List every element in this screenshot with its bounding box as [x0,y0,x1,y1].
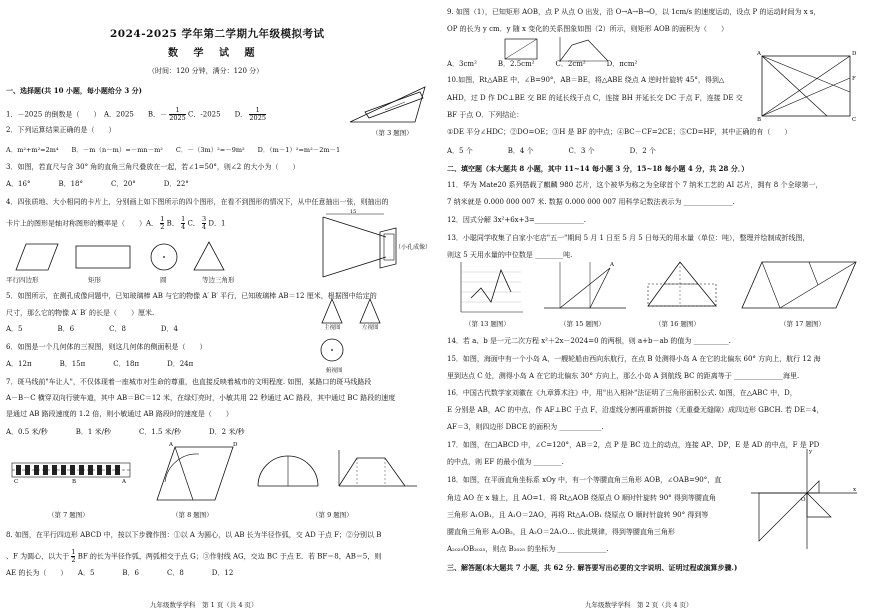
question-11-line2: 7 纳米就是 0.000 000 007 米. 数据 0.000 000 007 用科学记数法表示为 ______________. [447,198,735,206]
exam-subtitle: 数 学 试 题 [168,48,261,59]
shape-label-parallelogram: 平行四边形 [6,276,39,284]
svg-text:A: A [610,262,614,268]
figure-8-caption: （第 8 题图） [172,511,213,519]
question-9: 9. 如图（1），已知矩形 AOB，点 P 从点 O 出发，沿 O→A→B→O，以 1cm/s 的速度运动，设点 P 的运动时间为 x s， [447,8,821,16]
figure-13-caption: （第 13 题图） [465,320,510,328]
svg-text:A: A [169,442,173,448]
figure-3-ruler-triangle [345,82,430,127]
question-5-options: A．5 B．6 C．8 D．4 [6,325,178,333]
rectangle-shape [76,246,130,268]
top-view-label: 俯视图 [326,368,343,374]
svg-text:15: 15 [350,209,357,215]
question-9-options: A．3cm² B．2.5cm² C．2cm² D．πcm² [447,60,638,68]
question-7: 7．斑马线前"车让人"，不仅体现着一座城市对生命的尊重，也直接反映着城市的文明程度. 如图，某路口的斑马线路段 [6,378,372,386]
question-5: 5．如图所示，在测孔成像问题中，已知玻璃棒 AB 与它的物像 A′ B′ 平行，已知玻璃棒 AB＝12 厘米，根据图中给定的 [6,292,377,300]
figure-7-caption: （第 7 题图） [48,511,89,519]
exam-title: 2024-2025 学年第二学期九年级模拟考试 [110,28,325,40]
question-10: 10.如图，Rt△ABE 中，∠B=90°，AB＝BE，将△ABE 绕点 A 逆时针旋转 45°，得到△ [447,76,725,84]
question-14: 14．若 a、b 是一元二次方程 x²＋2x－2024=0 的两根，则 a+b－ab 的值为 __________. [447,337,731,345]
question-18-line3: 三角形 A₁OB₁，且 A₁O＝2AO，再将 Rt△A₁OB₁ 绕原点 O 顺时针旋转 90° 得到等 [447,511,709,519]
question-13: 13．小聪同学收集了自家小宅店"五一"期间 5 月 1 日至 5 月 5 日每天的用水量（单位：吨），整理并绘制成折线图， [447,234,810,242]
question-4-options: 卡片上的图形是轴对称图形的概率是（ ）A． $\frac{1}{2}$ B． $\frac{1}{4}$ C． $\frac{3}{4}$ D．1 [6,215,226,231]
shape-label-circle: 圆 [160,276,167,284]
figure-13-line-chart [455,258,525,318]
question-15-line2: 里到达点 C 处，测得小岛 A 在它的北偏东 30° 方向上，那么小岛 A 到航线 BC 的距离等于 ______________海里. [447,372,800,380]
shape-label-triangle: 等边三角形 [202,276,235,284]
question-10-options: A．5 个 B．4 个 C．3 个 D．2 个 [447,147,656,155]
question-5-line2: 尺寸，那么它的物像 A′ B′ 的长是（ ）厘米. [6,309,155,317]
shape-label-rectangle: 矩形 [88,276,101,284]
question-10-line2: AHD，过 D 作 DC⊥BE 交 BE 的延长线于点 C，连接 BH 并延长交 DC 于点 F，连接 DE 交 [447,94,743,102]
svg-text:F: F [852,76,856,82]
figure-7-zebra-crossing [12,455,132,485]
figure-17-parallelogram [740,258,860,316]
triangle-shape [194,242,224,270]
question-18-line5: A₂₀₂₅OB₂₀₂₅，则点 B₂₀₂₅ 的坐标为 ______________. [447,545,609,553]
page-1-footer: 九年级数学学科 第 1 页（共 4 页） [150,601,258,609]
question-6: 6．如图是一个几何体的三视图，则这几何体的侧面积是（ ） [6,343,207,351]
question-2-options: A．m²+m²=2m⁴ B．－m（n－m）=－mn－m² C．－（3m）²=－9m² D．（m－1）²=m²－2m－1 [6,146,341,154]
figure-3-caption: （第 3 题图） [372,129,413,137]
question-7-line2: A－B－C 横穿双向行驶车道，其中 AB＝BC＝12 米，在绿灯亮时，小敏共用 22 秒通过 AC 路段，其中通过 BC 路段的速度 [6,394,396,402]
question-8-line2: 、F 为圆心，以大于 $\frac{1}{2}$ BF 的长为半径作弧，两弧相交于点 G；③作射线 AG，交边 BC 于点 E．若 BF＝8，AB＝5，则 [6,548,382,564]
figure-16-triangle [640,258,725,316]
question-17: 17．如图，在□ABCD 中，∠C=120°，AB＝2，点 P 是 BC 边上的动点，连接 AP、DP，E 是 AD 的中点，F 是 PD [447,441,820,449]
figure-16-caption: （第 16 题图） [655,320,700,328]
question-6-options: A．12π B．15π C．18π D．24π [6,360,194,368]
figure-9-graph [335,448,420,490]
question-10-line4: ①DE 平分∠HDC；②DO=OE；③H 是 BF 的中点；④BC－CF=2CE；⑤CD=HF，其中正确的有（ ） [447,128,792,136]
figure-15-island [540,258,630,316]
pinhole-label: （小孔成像） [395,244,432,251]
question-4-shape-cards [6,240,226,274]
figure-15-caption: （第 15 题图） [560,320,605,328]
question-18: 18．如图，在平面直角坐标系 xOy 中，有一个等腰直角三角形 AOB，∠OAB=90°，直 [447,476,722,484]
question-4: 4．四张质地、大小相同的卡片上，分别画上如下图所示的四个图形，在看不到图形的情况下，从中任意抽出一张，则抽出的 [6,198,389,206]
svg-text:C: C [852,117,857,123]
question-16-line3: AF＝3，则四边形 DBCE 的面积为 ____________. [447,423,604,431]
question-10-line3: BF 于点 O．下列结论： [447,111,524,119]
question-15: 15．如图，海面中有一个小岛 A，一艘轮船由西向东航行，在点 B 处测得小岛 A 在它的北偏东 60° 方向上，航行 12 海 [447,355,821,363]
question-17-line2: 的中点，则 EF 的最小值为 ________. [447,458,564,466]
svg-text:B: B [757,117,762,123]
page-2-footer: 九年级数学学科 第 2 页（共 4 页） [585,601,693,609]
question-11: 11．华为 Mate20 系列搭载了麒麟 980 芯片，这个被华为称之为全球首个 7 纳米工艺的 AI 芯片，拥有 8 个全球第一， [447,181,823,189]
svg-text:C: C [14,479,19,485]
section-2-heading: 二、填空题（本大题共 8 小题，其中 11~14 每小题 3 分，15~18 每小题 4 分，共 28 分．） [447,164,749,173]
figure-18-coordinate-plane [747,445,862,555]
svg-text:B: B [72,479,77,485]
section-1-heading: 一、选择题(共 10 小题，每小题给分 3 分) [6,86,142,95]
svg-text:D: D [233,442,238,448]
question-18-line2: 角边 AO 在 x 轴上，且 AO=1．将 Rt△AOB 绕原点 O 顺时针旋转 90° 得到等腰直角 [447,494,716,502]
figure-8-parallelogram [155,442,238,504]
question-16-line2: E 分别是 AB，AC 的中点，作 AF⊥BC 于点 F，沿虚线分割再重新拼接（无重叠无缝隙）成四边形 GBCH. 若 DE＝4， [447,406,824,414]
question-8-options: AE 的长为（ ） A．5 B．6 C．8 D．12 [6,569,234,577]
question-9-line2: OP 的长为 y cm．y 随 x 变化的关系图象如图（2）所示，则矩形 AOB 的面积为（ ） [447,25,729,33]
left-view-label: 左视图 [362,325,379,331]
svg-text:A: A [122,479,126,485]
exam-meta: （时间：120 分钟，满分：120 分） [148,67,264,75]
svg-text:O: O [801,497,806,503]
question-2: 2．下列运算结果正确的是（ ） [6,126,116,134]
question-8: 8. 如图，在平行四边形 ABCD 中，按以下步骤作图：①以 A 为圆心，以 AB 长为半径作弧，交 AD 于点 F；②分别以 B [6,531,382,539]
svg-text:y: y [809,449,813,455]
question-7-options: A．0.5 米/秒 B．1 米/秒 C．1.5 米/秒 D．2 米/秒 [6,428,245,436]
figure-17-caption: （第 17 题图） [780,320,825,328]
question-18-line4: 腰直角三角形 A₂OB₂，且 A₂O＝2A₁O… 依此规律，得到等腰直角三角形 [447,528,675,536]
question-12: 12．因式分解 3x²+6x+3=______________. [447,216,587,224]
question-3-options: A．16° B．18° C．20° D．22° [6,180,189,188]
section-3-heading: 三、解答题(本大题共 7 小题，共 62 分. 解答要写出必要的文字说明、证明过程或演算步骤.) [447,563,738,572]
figure-9-caption: （第 9 题图） [312,511,353,519]
question-1: 1．－2025 的倒数是（ ） A．2025 B．－ $\frac{1}{2025}$ C．-2025 D． $\frac{1}{2025}$ [6,106,266,122]
main-view-label: 主视图 [324,325,341,331]
svg-text:A: A [757,51,761,57]
question-13-line2: 则这 5 天用水量的中位数是 ________吨. [447,251,573,259]
exam-page-2 [435,0,870,615]
figure-9-arc [253,450,323,490]
question-3: 3．如图，若直尺与含 30° 角的直角三角尺叠放在一起，若∠1=50°，则∠2 的大小为（ ） [6,163,300,171]
parallelogram-shape [16,244,58,270]
figure-10-rotated-triangle [757,51,862,123]
question-16: 16．中国古代数学家刘徽在《九章算术注》中，用"出入相补"法证明了三角形面积公式. 如图，在△ABC 中，D， [447,389,797,397]
svg-text:x: x [853,487,857,493]
question-7-line3: 是通过 AB 路段速度的 1.2 倍，则小敏通过 AB 路段时的速度是（ ） [6,410,233,418]
svg-text:D: D [852,51,857,57]
